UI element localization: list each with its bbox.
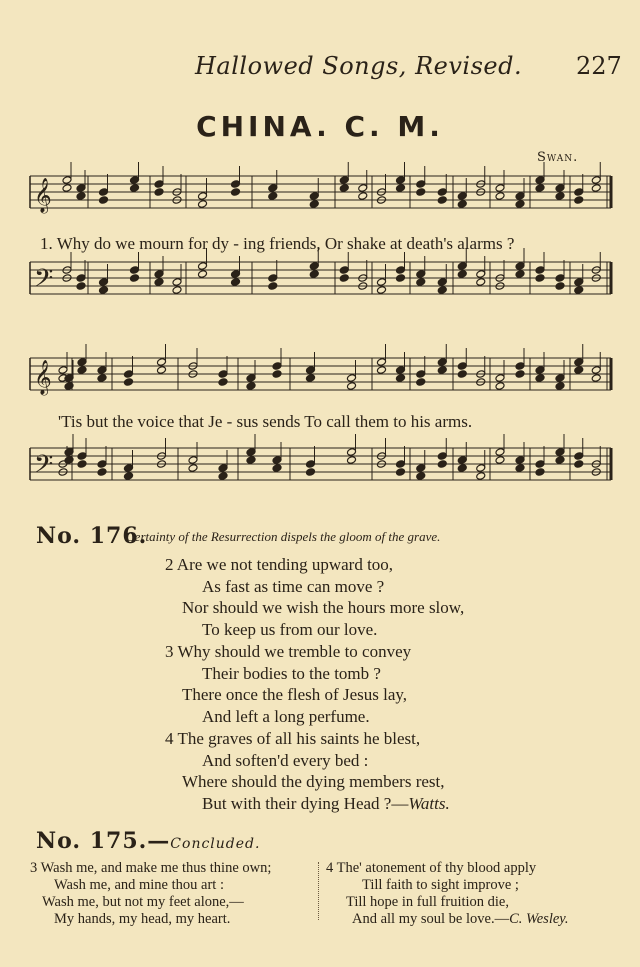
hymn-176-attribution: Watts. [408, 793, 450, 813]
note-head [268, 184, 278, 193]
note-head [535, 366, 545, 375]
note-head [457, 362, 467, 371]
note-head [309, 200, 319, 209]
verse-line: 2 Are we not tending upward too, [165, 555, 394, 574]
note-head [476, 464, 486, 473]
note-head [76, 184, 86, 193]
note-head [358, 184, 368, 193]
note-head [347, 382, 357, 391]
note-head [347, 448, 357, 457]
column-line: Till hope in full fruition die, [346, 894, 509, 910]
note-head [495, 184, 505, 193]
verse-line: Nor should we wish the hours more slow, [182, 598, 465, 617]
note-head [396, 374, 406, 383]
note-head [99, 188, 109, 197]
note-head [309, 262, 319, 271]
note-head [268, 192, 278, 201]
hymn-175-number: No. 175.— [36, 828, 171, 854]
note-head [535, 184, 545, 193]
note-head [396, 266, 406, 275]
note-head [495, 374, 505, 383]
note-head [77, 452, 87, 461]
note-head [437, 278, 447, 287]
note-head [198, 200, 208, 209]
verse-line: 4 The graves of all his saints he blest, [165, 729, 421, 748]
note-head [76, 274, 86, 283]
verse-3 [165, 641, 411, 727]
treble-clef: 𝄞 [34, 178, 52, 213]
verse-2 [165, 554, 464, 640]
note-head [515, 362, 525, 371]
note-head [306, 366, 316, 375]
hymn-176-subtitle: Certainty of the Resurrection dispels the gloom of the grave. [126, 529, 441, 544]
note-head [495, 448, 505, 457]
note-head [416, 370, 426, 379]
note-head [515, 464, 525, 473]
column-line: And all my soul be love.— [352, 911, 510, 927]
note-head [231, 278, 241, 287]
verse-4 [165, 728, 450, 814]
note-head [97, 468, 107, 477]
note-head [555, 274, 565, 283]
note-head [416, 378, 426, 387]
note-head [515, 370, 525, 379]
note-head [515, 456, 525, 465]
note-head [437, 366, 447, 375]
note-head [555, 374, 565, 383]
note-head [396, 366, 406, 375]
note-head [272, 456, 282, 465]
note-head [347, 456, 357, 465]
hymn-176-number: No. 176. [36, 523, 148, 549]
column-line: Wash me, and mine thou art : [54, 877, 224, 893]
note-head [231, 188, 241, 197]
note-head [309, 270, 319, 279]
note-head [76, 192, 86, 201]
column-line: Wash me, but not my feet alone,— [42, 894, 244, 910]
note-head [97, 366, 107, 375]
note-head [396, 468, 406, 477]
note-head [339, 266, 349, 275]
note-head [437, 188, 447, 197]
note-head [188, 464, 198, 473]
note-head [309, 192, 319, 201]
note-head [396, 274, 406, 283]
verse-line: And soften'd every bed : [202, 750, 369, 770]
note-head [58, 366, 68, 375]
verse-line: 3 Why should we tremble to convey [165, 642, 412, 661]
note-head [124, 378, 134, 387]
note-head [476, 270, 486, 279]
note-head [339, 176, 349, 185]
note-head [246, 374, 256, 383]
note-head [97, 460, 107, 469]
composer: Swan. [537, 150, 579, 165]
note-head [218, 378, 228, 387]
note-head [272, 464, 282, 473]
hymn-175-left-column [30, 860, 271, 928]
note-head [272, 370, 282, 379]
note-head [77, 358, 87, 367]
note-head [198, 262, 208, 271]
note-head [495, 192, 505, 201]
note-head [124, 464, 134, 473]
note-head [77, 460, 87, 469]
hymn-175-concluded: Concluded. [170, 836, 261, 852]
note-head [574, 366, 584, 375]
note-head [476, 278, 486, 287]
note-head [272, 362, 282, 371]
note-head [124, 472, 134, 481]
note-head [377, 286, 387, 295]
note-head [437, 196, 447, 205]
note-head [555, 456, 565, 465]
note-head [574, 196, 584, 205]
bass-clef: 𝄢 [34, 264, 54, 299]
note-head [396, 460, 406, 469]
hymn-175-right-column [326, 860, 569, 928]
note-head [99, 286, 109, 295]
note-head [99, 196, 109, 205]
note-head [457, 456, 467, 465]
note-head [416, 180, 426, 189]
treble-clef: 𝄞 [34, 360, 52, 395]
note-head [62, 176, 72, 185]
column-line: 3 Wash me, and make me thus thine own; [30, 860, 272, 876]
note-head [416, 270, 426, 279]
note-head [347, 374, 357, 383]
note-head [77, 366, 87, 375]
note-head [574, 460, 584, 469]
note-head [154, 278, 164, 287]
note-head [535, 374, 545, 383]
note-head [591, 374, 601, 383]
note-head [358, 192, 368, 201]
column-line: 4 The' atonement of thy blood apply [326, 860, 537, 876]
note-head [515, 262, 525, 271]
note-head [535, 176, 545, 185]
note-head [154, 188, 164, 197]
note-head [591, 184, 601, 193]
note-head [172, 286, 182, 295]
note-head [377, 358, 387, 367]
note-head [555, 282, 565, 291]
note-head [574, 286, 584, 295]
note-head [154, 180, 164, 189]
note-head [416, 188, 426, 197]
note-head [535, 266, 545, 275]
note-head [377, 366, 387, 375]
note-head [97, 374, 107, 383]
note-head [130, 184, 140, 193]
note-head [535, 468, 545, 477]
column-line-with-attribution [326, 911, 569, 928]
note-head [591, 366, 601, 375]
note-head [231, 270, 241, 279]
note-head [416, 464, 426, 473]
verse-line: As fast as time can move ? [202, 576, 385, 596]
note-head [76, 282, 86, 291]
note-head [218, 464, 228, 473]
bass-clef: 𝄢 [34, 450, 54, 485]
note-head [246, 456, 256, 465]
note-head [555, 184, 565, 193]
note-head [198, 270, 208, 279]
note-head [515, 192, 525, 201]
note-head [246, 448, 256, 457]
note-head [457, 464, 467, 473]
note-head [574, 188, 584, 197]
note-head [535, 274, 545, 283]
note-head [416, 472, 426, 481]
note-head [306, 374, 316, 383]
note-head [457, 370, 467, 379]
note-head [574, 278, 584, 287]
note-head [157, 366, 167, 375]
note-head [339, 274, 349, 283]
note-head [198, 192, 208, 201]
note-head [457, 270, 467, 279]
note-head [437, 358, 447, 367]
note-head [437, 460, 447, 469]
note-head [437, 286, 447, 295]
verse-line-with-attribution [165, 793, 450, 815]
note-head [130, 274, 140, 283]
note-head [457, 192, 467, 201]
note-head [62, 184, 72, 193]
column-divider [318, 862, 319, 920]
note-head [172, 278, 182, 287]
note-head [396, 176, 406, 185]
note-head [339, 184, 349, 193]
note-head [495, 382, 505, 391]
note-head [515, 200, 525, 209]
note-head [457, 200, 467, 209]
note-head [188, 456, 198, 465]
note-head [218, 472, 228, 481]
page-number: 227 [576, 52, 622, 80]
note-head [555, 382, 565, 391]
verse-line: Their bodies to the tomb ? [202, 663, 381, 683]
note-head [157, 358, 167, 367]
verse-line: And left a long perfume. [202, 706, 370, 726]
note-head [377, 278, 387, 287]
verse-line: There once the flesh of Jesus lay, [182, 685, 408, 704]
note-head [99, 278, 109, 287]
note-head [416, 278, 426, 287]
note-head [154, 270, 164, 279]
note-head [306, 468, 316, 477]
note-head [396, 184, 406, 193]
note-head [457, 262, 467, 271]
lyric-line-1: 1. Why do we mourn for dy - ing friends, Or shake at death's alarms ? [40, 234, 515, 253]
note-head [555, 192, 565, 201]
note-head [515, 270, 525, 279]
note-head [268, 274, 278, 283]
note-head [437, 452, 447, 461]
note-head [574, 358, 584, 367]
verse-line: Where should the dying members rest, [182, 772, 445, 791]
hymn-175-attribution: C. Wesley. [509, 911, 569, 927]
note-head [306, 460, 316, 469]
note-head [130, 176, 140, 185]
lyric-line-2: 'Tis but the voice that Je - sus sends To call them to his arms. [58, 412, 473, 431]
running-title: Hallowed Songs, Revised. [195, 52, 523, 80]
note-head [246, 382, 256, 391]
tune-title: CHINA. C. M. [196, 110, 444, 143]
note-head [124, 370, 134, 379]
note-head [130, 266, 140, 275]
note-head [476, 472, 486, 481]
note-head [591, 176, 601, 185]
note-head [218, 370, 228, 379]
note-head [231, 180, 241, 189]
note-head [495, 456, 505, 465]
column-line: My hands, my head, my heart. [54, 911, 231, 927]
verse-line: To keep us from our love. [202, 619, 378, 639]
hymn-175-heading [36, 828, 260, 854]
note-head [268, 282, 278, 291]
note-head [555, 448, 565, 457]
column-line: Till faith to sight improve ; [362, 877, 519, 893]
verse-line: But with their dying Head ?— [202, 793, 409, 813]
note-head [535, 460, 545, 469]
note-head [574, 452, 584, 461]
